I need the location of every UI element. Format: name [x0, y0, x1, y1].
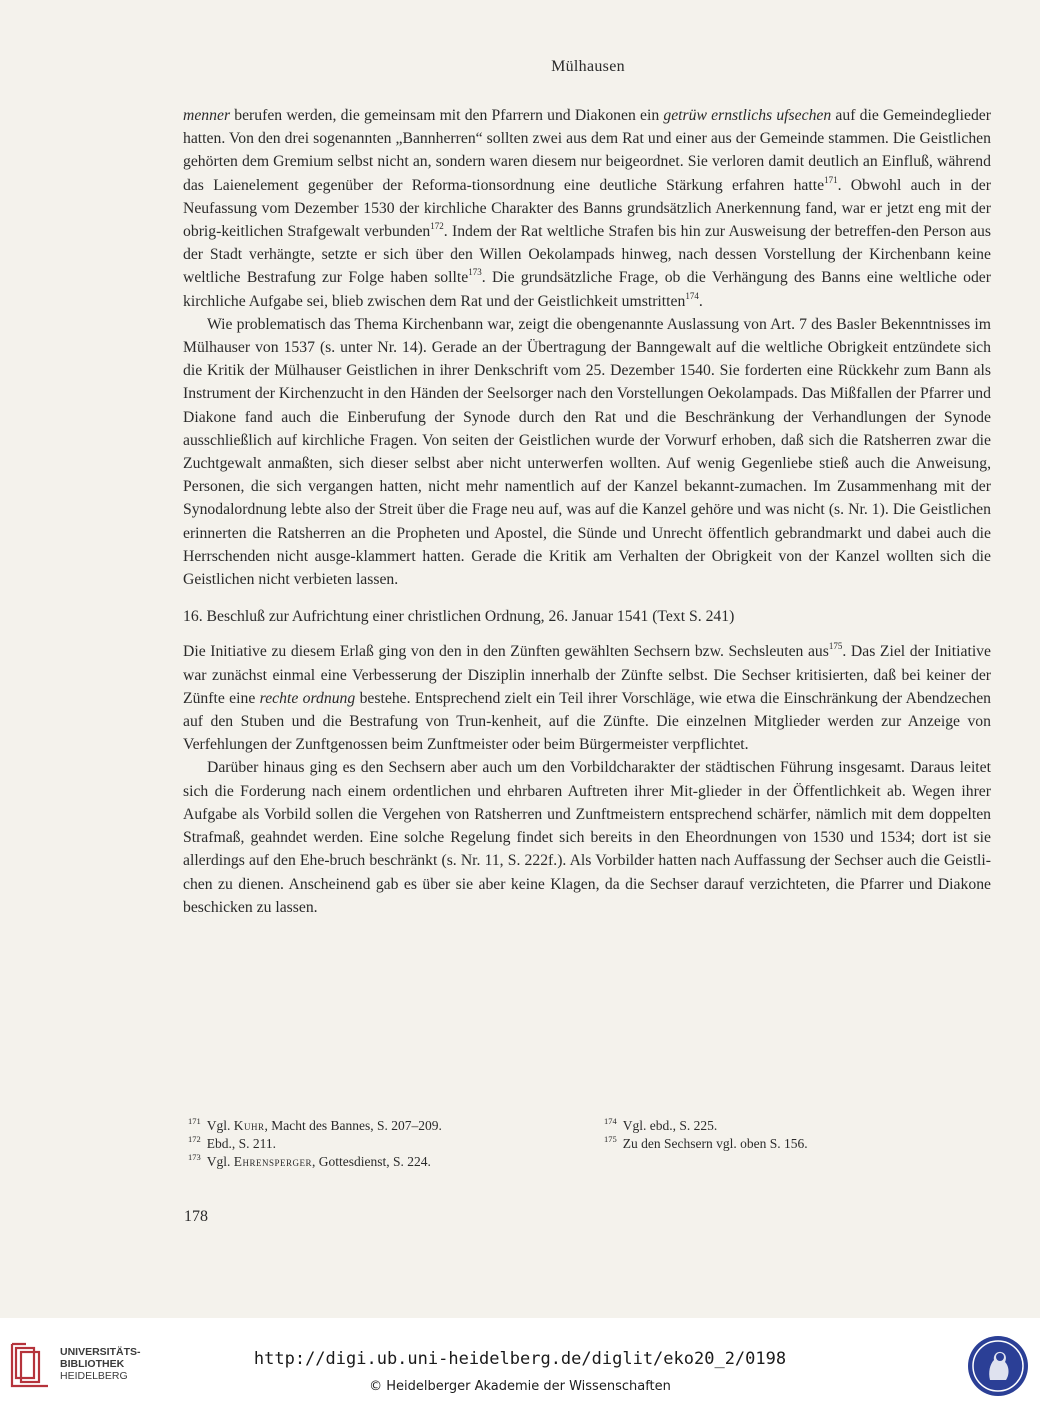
footnote-ref-172: 172	[430, 221, 444, 232]
footnote-text: , Macht des Bannes, S. 207–209.	[264, 1118, 442, 1133]
text-run: Die Initiative zu diesem Erlaß ging von den in den Zünften gewählten Sechsern bzw. Sechsleuten aus	[183, 643, 829, 661]
text-run: . Die grundsätzliche Frage, ob die Verhängung des Banns eine weltliche oder kirchliche Aufgabe sei, blieb zwischen dem Rat und der Geistlichkeit umstritten	[183, 269, 991, 310]
footnote-173	[188, 1153, 568, 1171]
footnote-author: Ehrensperger	[233, 1154, 313, 1169]
copyright-notice: © Heidelberger Akademie der Wissenschaften	[369, 1379, 671, 1394]
running-head: Mülhausen	[551, 58, 625, 75]
footnote-172	[188, 1135, 568, 1153]
footnote-number: 174	[604, 1116, 617, 1126]
footnote-171	[188, 1117, 568, 1135]
footnote-text: Zu den Sechsern vgl. oben S. 156.	[622, 1136, 808, 1151]
page-number: 178	[184, 1208, 208, 1225]
text-run: . Obwohl auch in der Neufassung vom Dezember 1530 der kirchliche Charakter des Banns grundsätzlich Anerkennung fand, war er jetzt eng mit der obrig-keitlichen Strafgewalt verbunden	[183, 176, 991, 241]
footnote-175	[604, 1135, 984, 1153]
viewer-footer	[0, 1318, 1040, 1408]
footnote-174	[604, 1117, 984, 1135]
paragraph-2: Wie problematisch das Thema Kirchenbann war, zeigt die obengenannte Auslassung von Art. 7 des Basler Bekenntnisses im Mülhauser von 1537 (s. unter Nr. 14). Gerade an der Übertragung der Banngewalt auf die weltliche Obrigkeit entzündete sich die Kritik der Mülhauser Geistlichen in ihrer Denkschrift vom 25. Dezember 1540. Sie forderten eine Rückkehr zum Bann als Instrument der Kirchenzucht in den Händen der Seelsorger nach den Vorstellungen Oekolampads. Das Mißfallen der Pfarrer und Diakone fand auch die Einberufung der Synode durch den Rat und die Beschränkung der Verhandlungen der Synode ausschließlich auf kirchliche Fragen. Von seiten der Geistlichen wurde der Vorwurf erhoben, daß sich die Ratsherren zwar die Zuchtgewalt anmaßten, sich dieser selbst aber nicht unterwerfen wollten. Auf wenig Gegenliebe stieß auch die Anweisung, Personen, die sich vergangen hatten, nicht mehr namentlich auf der Kanzel bekannt-zumachen. Im Zusammenhang mit der Synodalordnung lebte also der Streit über die Frage neu auf, was auf die Kanzel gehöre und was nicht (s. Nr. 1). Die Geistlichen erinnerten die Ratsherren an die Propheten und Apostel, die Sünde und Unrecht öffentlich gebrandmarkt und dabei auch die Herrschenden nicht ausge-klammert hatten. Gerade die Kritik am Verhalten der Obrigkeit von der Kanzel wollten sich die Geistlichen nicht verbieten lassen.	[183, 315, 991, 589]
paragraph-1	[183, 104, 991, 313]
text-run: . Das Ziel der Initiative war zunächst einmal eine Verbesserung der Disziplin innerhalb der Zünfte selbst. Die Sechser kritisierten, daß bei keiner der Zünfte eine	[183, 643, 991, 707]
footnote-ref-175: 175	[828, 641, 843, 652]
footnote-text: Ebd., S. 211.	[206, 1136, 277, 1151]
footnote-author: Kuhr	[233, 1118, 265, 1133]
text-run: .	[698, 292, 703, 310]
footnote-ref-174: 174	[685, 290, 699, 301]
academy-seal-icon	[966, 1334, 1030, 1398]
footnote-column-left	[188, 1117, 568, 1171]
library-name-line: UNIVERSITÄTS-	[60, 1346, 141, 1358]
footnote-number: 171	[188, 1116, 201, 1126]
footnote-text: Vgl.	[206, 1154, 234, 1169]
footnote-text: , Gottesdienst, S. 224.	[312, 1154, 431, 1169]
italic-quote: getrüw ernstlichs ufsechen	[663, 107, 832, 124]
text-run: auf die Gemeindeglieder hatten. Von den drei sogenannten „Bannherren“ sollten zwei aus dem Rat und einer aus der Gemeinde stammen. Die Geistlichen gehörten dem Gremium selbst nicht an, sondern waren diesem nur beigeordnet. Sie verloren damit deutlich an Einfluß, während das Laienelement gegenüber der Reforma-tionsordnung eine deutliche Stärkung erfahren hatte	[183, 107, 991, 194]
footnote-number: 173	[188, 1152, 201, 1162]
footnote-number: 172	[188, 1134, 201, 1144]
section-heading: 16. Beschluß zur Aufrichtung einer christlichen Ordnung, 26. Januar 1541 (Text S. 241)	[183, 608, 735, 626]
footnote-text: Vgl.	[206, 1118, 234, 1133]
permalink-url[interactable]: http://digi.ub.uni-heidelberg.de/diglit/eko20_2/0198	[253, 1349, 787, 1369]
italic-quote: rechte ordnung	[259, 689, 356, 707]
footnote-ref-171: 171	[824, 174, 838, 185]
footnote-column-right	[604, 1117, 984, 1153]
text-run: bestehe. Entsprechend zielt ein Teil ihrer Vorschläge, wie etwa die Einschränkung der Abendzechen auf den Stuben und die Bestrafung von Trun-kenheit, auf die Zünfte. Die einzelnen Mitglieder werden zur Anzeige von Verfehlungen der Zunftgenossen beim Zunftmeister oder beim Bürgermeister verpflichtet.	[183, 689, 992, 754]
paragraph-4: Darüber hinaus ging es den Sechsern aber auch um den Vorbildcharakter der städtischen Führung insgesamt. Daraus leitet sich die Forderung nach einem ordentlichen und ehrbaren Auftreten ihrer Mit-glieder in der Öffentlichkeit ab. Wegen ihrer Aufgabe als Vorbild sollen die Vergehen von Ratsherren und Zunftmeistern entsprechend schärfer, nämlich mit dem doppelten Strafmaß, geahndet werden. Eine solche Regelung findet sich bereits in den Eheordnungen von 1530 und 1534; dort ist sie allerdings auf den Ehe-bruch beschränkt (s. Nr. 11, S. 222f.). Als Vorbilder hatten nach Auffassung der Sechser auch die Geistli-chen zu dienen. Anscheinend gab es über sie aber keine Klagen, da die Sechser darauf verzichteten, die Pfarrer und Diakone beschicken zu lassen.	[183, 759, 991, 916]
text-run: . Indem der Rat weltliche Strafen bis hin zur Ausweisung der betreffen-den Person aus der Stadt verhängte, setzte er sich über den Willen Oekolampads hinweg, nach dessen Vorstellung der Kirchenbann keine weltliche Bestrafung zur Folge haben sollte	[183, 223, 991, 287]
footnote-ref-173: 173	[468, 267, 482, 278]
italic-term: menner	[183, 107, 231, 124]
library-name-line: BIBLIOTHEK	[60, 1358, 125, 1370]
body-text	[183, 104, 991, 919]
library-name-line: HEIDELBERG	[60, 1370, 128, 1382]
footnote-number: 175	[604, 1134, 617, 1144]
paragraph-3	[183, 640, 991, 756]
text-run: berufen werden, die gemeinsam mit den Pfarrern und Diakonen ein	[230, 107, 664, 124]
footnote-text: Vgl. ebd., S. 225.	[622, 1118, 718, 1133]
